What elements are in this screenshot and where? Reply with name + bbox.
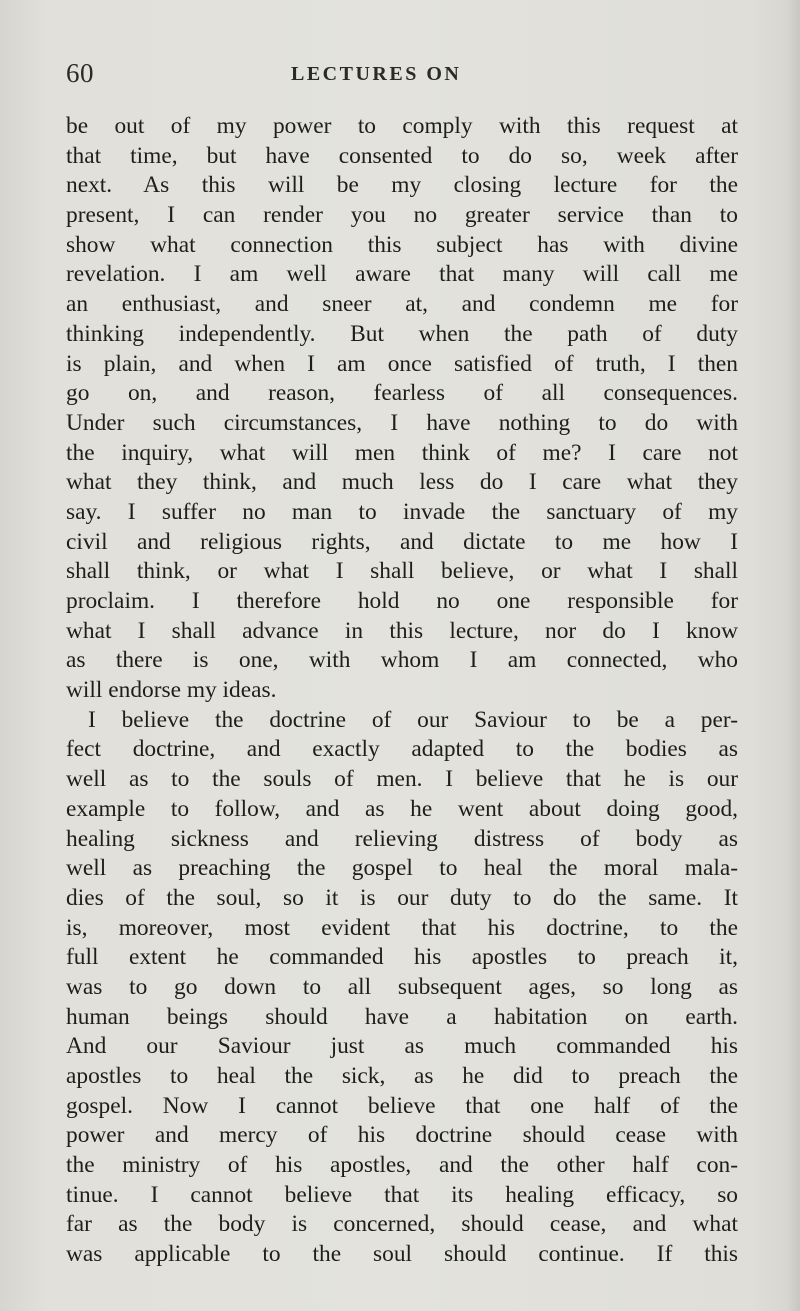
text-line: is, moreover, most evident that his doctrine, to the bbox=[66, 914, 738, 941]
text-line: thinking independently. But when the path of duty bbox=[66, 320, 738, 347]
text-line: healing sickness and relieving distress of body as bbox=[66, 825, 738, 852]
text-line: the ministry of his apostles, and the other half con- bbox=[66, 1152, 738, 1179]
page-number: 60 bbox=[66, 58, 94, 88]
text-line: was applicable to the soul should continue. If this bbox=[66, 1241, 738, 1268]
text-line: apostles to heal the sick, as he did to preach the bbox=[66, 1063, 738, 1089]
text-line: what I shall advance in this lecture, nor do I know bbox=[66, 617, 738, 644]
page-edge-shadow bbox=[786, 0, 800, 1311]
text-line: the inquiry, what will men think of me? I care not bbox=[66, 439, 738, 466]
text-line: revelation. I am well aware that many will call me bbox=[66, 261, 738, 288]
text-line: well as to the souls of men. I believe that he is our bbox=[66, 766, 738, 793]
running-header bbox=[66, 58, 736, 94]
text-line: gospel. Now I cannot believe that one half of the bbox=[66, 1092, 738, 1119]
text-line: tinue. I cannot believe that its healing efficacy, so bbox=[66, 1181, 738, 1208]
text-line: well as preaching the gospel to heal the moral mala- bbox=[66, 855, 738, 882]
text-line: fect doctrine, and exactly adapted to the bodies as bbox=[66, 736, 738, 763]
text-line: next. As this will be my closing lecture for the bbox=[66, 172, 738, 199]
text-line: proclaim. I therefore hold no one responsible for bbox=[66, 588, 738, 614]
text-line: that time, but have consented to do so, week after bbox=[66, 142, 738, 169]
text-line: power and mercy of his doctrine should cease with bbox=[66, 1122, 738, 1149]
text-line: far as the body is concerned, should cease, and what bbox=[66, 1211, 738, 1238]
running-title: LECTURES ON bbox=[291, 63, 462, 85]
text-line: say. I suffer no man to invade the sanctuary of my bbox=[66, 498, 738, 525]
text-line: shall think, or what I shall believe, or what I shall bbox=[66, 558, 738, 585]
text-line: And our Saviour just as much commanded his bbox=[66, 1033, 738, 1060]
paragraph-end-line: will endorse my ideas. bbox=[66, 677, 277, 704]
text-line: was to go down to all subsequent ages, so long as bbox=[66, 973, 738, 1000]
text-line: show what connection this subject has with divine bbox=[66, 231, 738, 258]
text-line: example to follow, and as he went about doing good, bbox=[66, 795, 738, 822]
paragraph-start-line: I believe the doctrine of our Saviour to be a per- bbox=[88, 706, 738, 733]
text-line: full extent he commanded his apostles to preach it, bbox=[66, 944, 738, 971]
text-line: as there is one, with whom I am connected, who bbox=[66, 647, 738, 674]
text-line: what they think, and much less do I care what they bbox=[66, 469, 738, 496]
text-line: be out of my power to comply with this request at bbox=[66, 113, 738, 139]
text-line: dies of the soul, so it is our duty to do the same. It bbox=[66, 884, 738, 911]
text-line: Under such circumstances, I have nothing to do with bbox=[66, 409, 738, 436]
text-line: human beings should have a habitation on earth. bbox=[66, 1003, 738, 1030]
text-line: go on, and reason, fearless of all consequences. bbox=[66, 380, 738, 407]
text-line: an enthusiast, and sneer at, and condemn me for bbox=[66, 291, 738, 318]
text-line: civil and religious rights, and dictate to me how I bbox=[66, 528, 738, 555]
body-text bbox=[66, 112, 738, 1270]
text-line: is plain, and when I am once satisfied of truth, I then bbox=[66, 350, 738, 377]
text-line: present, I can render you no greater service than to bbox=[66, 202, 738, 229]
